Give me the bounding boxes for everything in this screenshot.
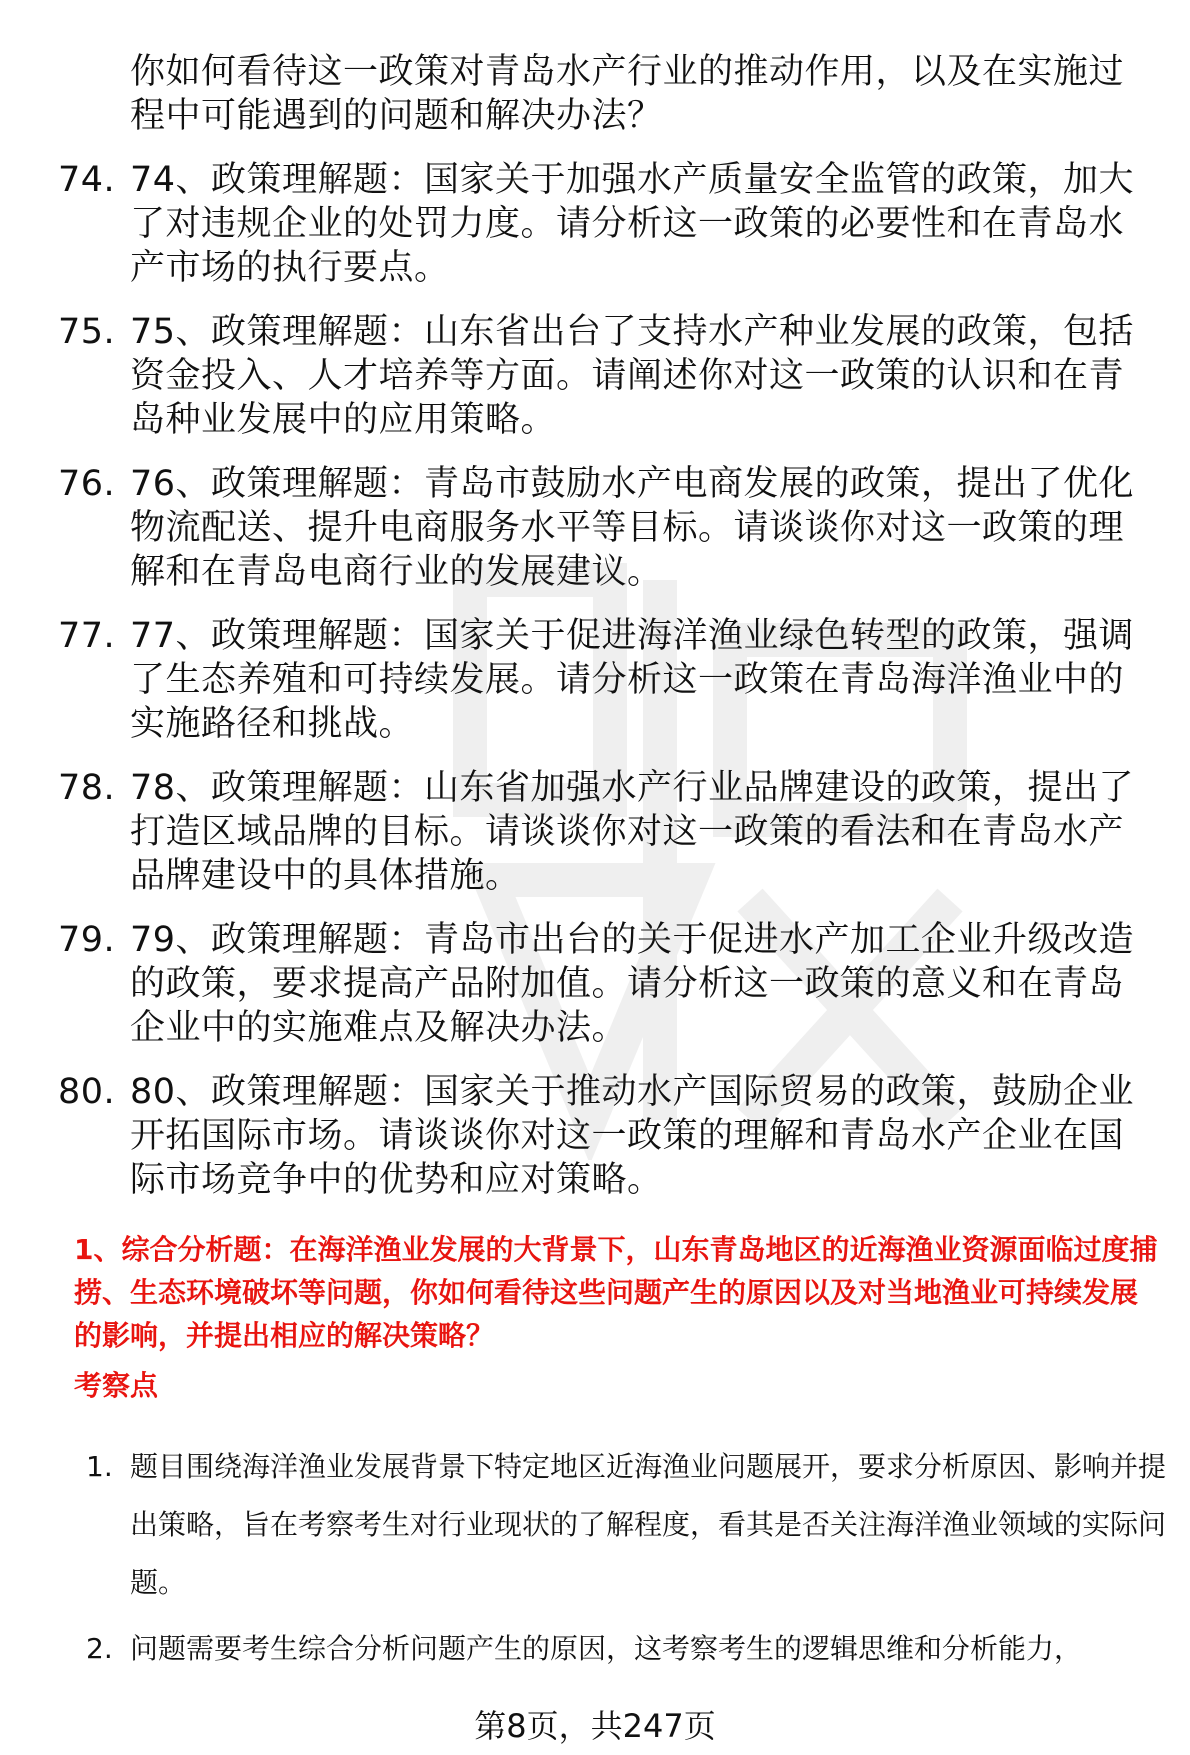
list-item-text: 80、政策理解题：国家关于推动水产国际贸易的政策，鼓励企业开拓国际市场。请谈谈你对这一政策的理解和青岛水产企业在国际市场竞争中的优势和应对策略。 bbox=[130, 1072, 1135, 1200]
list-item bbox=[58, 918, 1150, 1050]
list-item-number: 79. bbox=[58, 920, 116, 960]
page-number-footer: 第8页，共247页 bbox=[474, 1707, 716, 1745]
list-item bbox=[58, 158, 1150, 290]
list-item-number: 74. bbox=[58, 160, 116, 200]
list-item-text: 问题需要考生综合分析问题产生的原因，这考察考生的逻辑思维和分析能力， bbox=[130, 1632, 1083, 1665]
question-list bbox=[58, 158, 1158, 1222]
list-item-number: 2. bbox=[86, 1632, 113, 1665]
list-item bbox=[58, 1070, 1150, 1202]
list-item-number: 1. bbox=[86, 1450, 113, 1483]
list-item bbox=[74, 1620, 1166, 1678]
section-heading: 考察点 bbox=[74, 1369, 159, 1402]
list-item-number: 78. bbox=[58, 768, 116, 808]
analysis-question-title: 1、综合分析题：在海洋渔业发展的大背景下，山东青岛地区的近海渔业资源面临过度捕捞、生态环境破坏等问题，你如何看待这些问题产生的原因以及对当地渔业可持续发展的影响，并提出相应的解决策略？ bbox=[74, 1233, 1158, 1352]
list-item-number: 76. bbox=[58, 464, 116, 504]
list-item bbox=[58, 766, 1150, 898]
list-item bbox=[58, 614, 1150, 746]
list-item-text: 79、政策理解题：青岛市出台的关于促进水产加工企业升级改造的政策，要求提高产品附加值。请分析这一政策的意义和在青岛企业中的实施难点及解决办法。 bbox=[130, 920, 1135, 1048]
list-item bbox=[58, 310, 1150, 442]
list-item-text: 题目围绕海洋渔业发展背景下特定地区近海渔业问题展开，要求分析原因、影响并提出策略，旨在考察考生对行业现状的了解程度，看其是否关注海洋渔业领域的实际问题。 bbox=[130, 1450, 1167, 1599]
list-item bbox=[74, 1438, 1166, 1612]
list-item-text: 76、政策理解题：青岛市鼓励水产电商发展的政策，提出了优化物流配送、提升电商服务水平等目标。请谈谈你对这一政策的理解和在青岛电商行业的发展建议。 bbox=[130, 464, 1135, 592]
list-item-text: 74、政策理解题：国家关于加强水产质量安全监管的政策，加大了对违规企业的处罚力度。请分析这一政策的必要性和在青岛水产市场的执行要点。 bbox=[130, 160, 1135, 288]
list-item-text: 77、政策理解题：国家关于促进海洋渔业绿色转型的政策，强调了生态养殖和可持续发展。请分析这一政策在青岛海洋渔业中的实施路径和挑战。 bbox=[130, 616, 1135, 744]
question-continuation: 你如何看待这一政策对青岛水产行业的推动作用，以及在实施过程中可能遇到的问题和解决办法？ bbox=[130, 52, 1125, 136]
list-item-number: 77. bbox=[58, 616, 116, 656]
list-item-number: 80. bbox=[58, 1072, 116, 1112]
list-item-number: 75. bbox=[58, 312, 116, 352]
list-item-text: 75、政策理解题：山东省出台了支持水产种业发展的政策，包括资金投入、人才培养等方面。请阐述你对这一政策的认识和在青岛种业发展中的应用策略。 bbox=[130, 312, 1135, 440]
list-item bbox=[58, 462, 1150, 594]
list-item-text: 78、政策理解题：山东省加强水产行业品牌建设的政策，提出了打造区域品牌的目标。请谈谈你对这一政策的看法和在青岛水产品牌建设中的具体措施。 bbox=[130, 768, 1135, 896]
examination-points-list bbox=[74, 1438, 1167, 1686]
